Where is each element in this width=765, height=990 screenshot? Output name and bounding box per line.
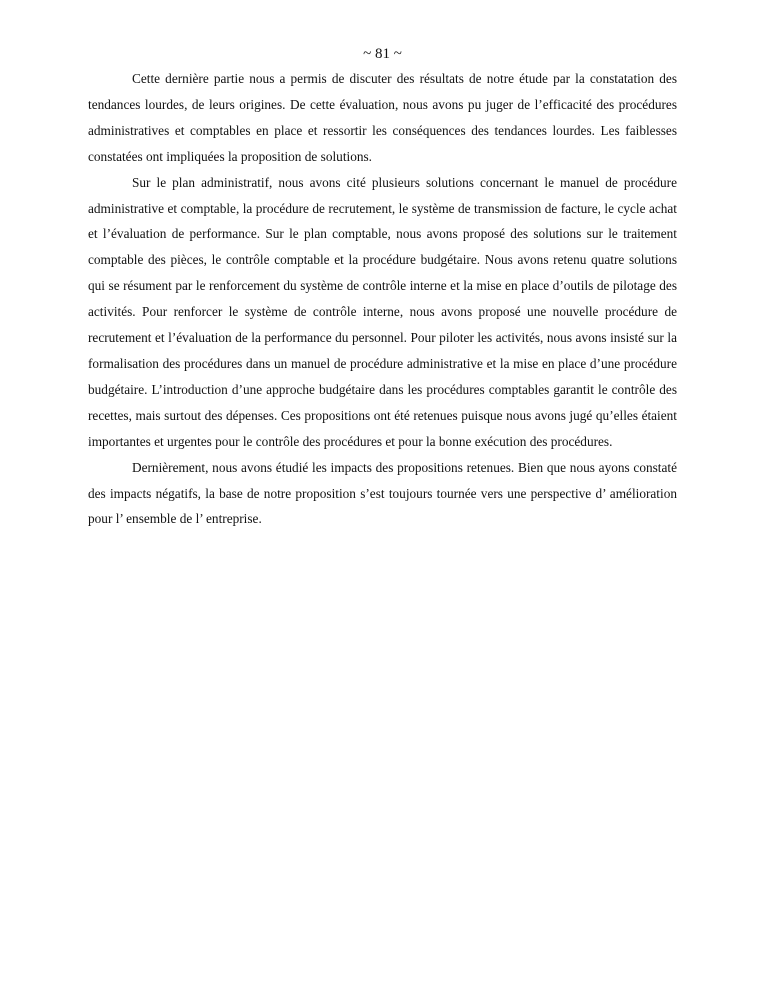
paragraph-impacts: Dernièrement, nous avons étudié les impacts des propositions retenues. Bien que nous ayons constaté des impacts négatifs, la base de notre proposition s’est toujours tournée vers une perspective d’ amélioration pour l’ ensemble de l’ entreprise. — [88, 459, 677, 527]
paragraph-solutions: Sur le plan administratif, nous avons cité plusieurs solutions concernant le manuel de procédure administrative et comptable, la procédure de recrutement, le système de transmission de facture, le cycle achat et l’évaluation de performance. Sur le plan comptable, nous avons proposé des solutions sur le traitement comptable des pièces, le contrôle comptable et la procédure budgétaire. Nous avons retenu quatre solutions qui se résument par le renforcement du système de contrôle interne et la mise en place d’outils de pilotage des activités. Pour renforcer le système de contrôle interne, nous avons proposé une nouvelle procédure de recrutement et l’évaluation de la performance du personnel. Pour piloter les activités, nous avons insisté sur la formalisation des procédures dans un manuel de procédure administrative et la mise en place d’une procédure budgétaire. L’introduction d’une approche budgétaire dans les procédures comptables garantit le contrôle des recettes, mais surtout des dépenses. Ces propositions ont été retenues puisque nous avons jugé qu’elles étaient importantes et urgentes pour le contrôle des procédures et pour la bonne exécution des procédures. — [88, 174, 677, 449]
body-text — [88, 66, 677, 532]
paragraph-conclusion-intro: Cette dernière partie nous a permis de discuter des résultats de notre étude par la constatation des tendances lourdes, de leurs origines. De cette évaluation, nous avons pu juger de l’efficacité des procédures administratives et comptables en place et ressortir les conséquences des tendances lourdes. Les faiblesses constatées ont impliquées la proposition de solutions. — [88, 71, 677, 164]
page-number: ~ 81 ~ — [363, 46, 402, 62]
